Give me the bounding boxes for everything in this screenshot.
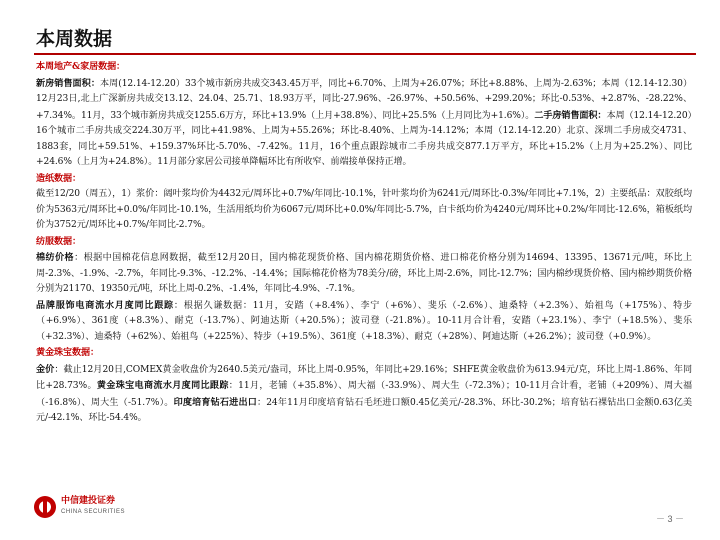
title-divider bbox=[34, 53, 696, 55]
page-number: － 3 － bbox=[655, 514, 684, 524]
cotton-label: 棉纺价格 bbox=[36, 252, 75, 263]
diamond-label: 印度培育钻石进出口 bbox=[173, 396, 257, 408]
paper-section bbox=[36, 171, 692, 234]
textile-section bbox=[36, 234, 692, 346]
real-estate-section bbox=[36, 59, 692, 171]
logo-chinese-name: 中信建投证券 bbox=[61, 496, 116, 506]
gold-price-label: 金价 bbox=[36, 363, 55, 375]
gold-ecom-label: 黄金珠宝电商流水月度同比跟踪 bbox=[96, 380, 229, 391]
second-home-label: 二手房销售面积： bbox=[534, 109, 607, 121]
gold-section bbox=[36, 345, 692, 427]
paper-text: 截至12/20（周五），1）浆价：阔叶浆均价为4432元/周环比+0.7%/年同比-10.1%，针叶浆均价为6241元/周环比-0.3%/年同比+7.1%，2）主要纸品：双胶纸均价为5363元/周环比+0.0%/年同比-10.1%，生活用纸均价为6067元/周环比+0.0%/年同比-5.7%，白卡纸均价为4240元/周环比+0.2%/年同比-12.6%，箱板纸均价为3752元/周环比+0.7%/年同比-2.7%。 bbox=[36, 189, 692, 230]
new-home-text: 本周(12.14-12.20）33个城市新房共成交343.45万平，同比+6.70%、上周为+26.07%；环比+8.88%、上周为-2.63%；本周（12.14-12.30）12月23日,北上广深新房共成交13.12、24.04、25.71、18.93万平，同比-27.96%、-26.97%、+50.56%、+299.20%；环比-0.53%、+2.87%、-28.22%、+7.34%。11月，33个城市新房共成交1255.6万方，环比+13.9%（上月+38.8%）、同比+25.5%（上月同比为+1.6%）。 bbox=[36, 78, 692, 121]
second-home-text: 本周（12.14-12.20）16个城市二手房共成交224.30万平，同比+41.98%、上周为+55.26%；环比-8.40%、上周为-14.12%；本周（12.14-12.20）北京、深圳二手房成交4731、1883套，同比+59.51%、+159.37%环比-5.70%、-7.42%。11月，16个重点跟踪城市二手房共成交877.1万平方，环比+15.2%（上月为+25.2%）、同比+24.6%（上月为+24.8%）。11月部分家居公司接单降幅环比有所收窄、前端接单保持正增。 bbox=[36, 110, 693, 167]
brand-tracking-label: 品牌服饰电商流水月度同比跟踪 bbox=[36, 299, 174, 311]
logo-english-name: CHINA SECURITIES bbox=[61, 509, 126, 515]
gold-ecom-text: ：11月，老铺（+35.8%）、周大福（-33.9%）、周大生（-72.3%）；10-11月合计看，老铺（+209%）、周大福（-16.8%）、周大生（-51.7%）。 bbox=[36, 381, 692, 408]
brand-tracking-text: ：根据久谦数据：11月，安踏（+8.4%）、李宁（+6%）、斐乐（-2.6%）、迪桑特（+2.3%）、始祖鸟（+175%）、特步（+6.9%）、361度（+8.3%）、耐克（-13.7%）、阿迪达斯（+20.5%）；波司登（-21.8%）。10-11月合计看，安踏（+23.1%）、李宁（+18.5%）、斐乐（+32.3%）、迪桑特（+62%）、始祖鸟（+225%）、特步（+19.5%）、361度（+18.3%）、耐克（+28%）、阿迪达斯（+26.2%）；波司登（+0.9%）。 bbox=[36, 300, 692, 342]
paper-heading: 造纸数据： bbox=[36, 172, 81, 184]
textile-heading: 纺服数据： bbox=[36, 235, 81, 247]
real-estate-heading: 本周地产&家居数据： bbox=[36, 61, 126, 72]
new-home-label: 新房销售面积： bbox=[36, 77, 100, 89]
content-body bbox=[36, 59, 692, 427]
gold-price-text: ：截止12月20日,COMEX黄金收盘价为2640.5美元/盎司，环比上周-0.95%，年同比+29.16%；SHFE黄金收盘价为613.94元/克，环比上周-1.86%、年同比+28.73%。 bbox=[36, 364, 692, 391]
logo-emblem-icon bbox=[34, 496, 56, 518]
company-logo bbox=[34, 496, 125, 518]
cotton-text: ：根据中国棉花信息网数据，截至12月20日，国内棉花现货价格、国内棉花期货价格、进口棉花价格分别为14694、13395、13671元/吨，环比上周-2.3%、-1.9%、-2.7%，年同比-9.3%、-12.2%、-14.4%；国际棉花价格为78美分/磅，环比上周-2.6%，同比-12.7%；国内棉纱现货价格、国内棉纱期货价格分别为21170、19350元/吨，环比上周-0.2%、-1.4%，年同比-4.9%、-7.1%。 bbox=[36, 253, 692, 294]
gold-heading: 黄金珠宝数据： bbox=[36, 347, 99, 358]
page-title: 本周数据 bbox=[36, 28, 113, 50]
diamond-text: ：24年11月印度培育钻石毛坯进口额0.45亿美元/-28.3%、环比-30.2%；培育钻石裸钻出口金额0.63亿美元/-42.1%、环比-54.4%。 bbox=[36, 397, 692, 423]
